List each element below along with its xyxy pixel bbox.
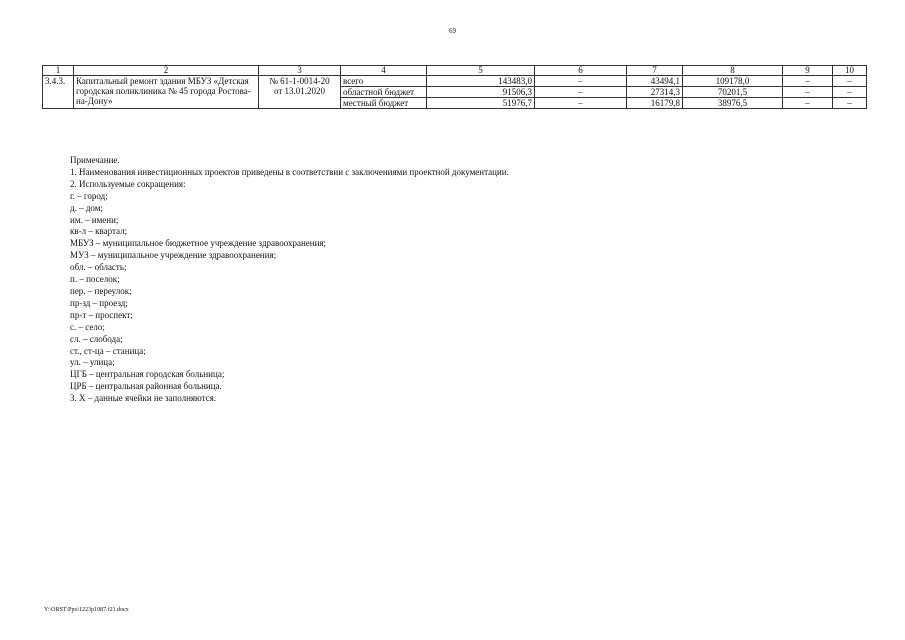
note-line: 3. Х – данные ячейки не заполняются. [70, 393, 217, 404]
cell-value: – [833, 76, 867, 87]
cell-value: – [535, 76, 627, 87]
table-header-row [43, 66, 867, 76]
table-row [43, 76, 867, 87]
note-line: п. – поселок; [70, 274, 120, 285]
note-line: кв-л – квартал; [70, 226, 128, 237]
funding-source: областной бюджет [341, 87, 427, 98]
cell-value: 91506,3 [427, 87, 535, 98]
cell-value: 43494,1 [627, 76, 683, 87]
cell-value: – [833, 98, 867, 109]
page-number: 69 [449, 27, 456, 35]
header-cell: 2 [74, 66, 259, 76]
cell-value: 51976,7 [427, 98, 535, 109]
row-code: 3.4.3. [43, 76, 74, 109]
note-line: обл. – область; [70, 262, 127, 273]
header-cell: 8 [683, 66, 783, 76]
note-line: пр-зд – проезд; [70, 297, 128, 308]
header-cell: 1 [43, 66, 74, 76]
doc-date: от 13.01.2020 [273, 86, 326, 96]
note-line: ул. – улица; [70, 357, 115, 368]
cell-value: 16179,8 [627, 98, 683, 109]
note-line: ЦГБ – центральная городская больница; [70, 369, 225, 380]
header-cell: 10 [833, 66, 867, 76]
header-cell: 4 [341, 66, 427, 76]
cell-value: – [783, 87, 833, 98]
project-document [259, 76, 341, 109]
header-cell: 5 [427, 66, 535, 76]
funding-source: местный бюджет [341, 98, 427, 109]
cell-value: 38976,5 [683, 98, 783, 109]
cell-value: – [833, 87, 867, 98]
cell-value: – [535, 98, 627, 109]
cell-value: 143483,0 [427, 76, 535, 87]
note-line: МУЗ – муниципальное учреждение здравоохранения; [70, 250, 277, 261]
cell-value: – [535, 87, 627, 98]
note-line: д. – дом; [70, 202, 103, 213]
note-line: г. – город; [70, 190, 108, 201]
note-line: МБУЗ – муниципальное бюджетное учреждение здравоохранения; [70, 238, 327, 249]
cell-value: 27314,3 [627, 87, 683, 98]
funding-source: всего [341, 76, 427, 87]
cell-value: – [783, 76, 833, 87]
cell-value: – [783, 98, 833, 109]
header-cell: 6 [535, 66, 627, 76]
cell-value: 109178,0 [683, 76, 783, 87]
note-line: с. – село; [70, 321, 105, 332]
project-name: Капитальный ремонт здания МБУЗ «Детская городская поликлиника № 45 города Ростова-на-Дону» [74, 76, 259, 109]
cell-value: 70201,5 [683, 87, 783, 98]
notes-block [70, 155, 509, 405]
note-line: ст., ст-ца – станица; [70, 345, 146, 356]
note-line: им. – имени; [70, 214, 119, 225]
note-line: 1. Наименования инвестиционных проектов приведены в соответствии с заключениями проектной документации. [70, 166, 509, 177]
note-line: пер. – переулок; [70, 285, 132, 296]
investment-table [42, 65, 867, 109]
doc-number: № 61-1-0014-20 [269, 76, 330, 86]
note-line: сл. – слобода; [70, 333, 123, 344]
note-line: ЦРБ – центральная районная больница. [70, 381, 222, 392]
header-cell: 7 [627, 66, 683, 76]
note-line: 2. Используемые сокращения: [70, 178, 186, 189]
note-line: Примечание. [70, 155, 120, 165]
header-cell: 3 [259, 66, 341, 76]
file-path-footer: Y:\ORST\Ppo\1223p1087.f21.docx [44, 607, 129, 613]
note-line: пр-т – проспект; [70, 309, 133, 320]
header-cell: 9 [783, 66, 833, 76]
